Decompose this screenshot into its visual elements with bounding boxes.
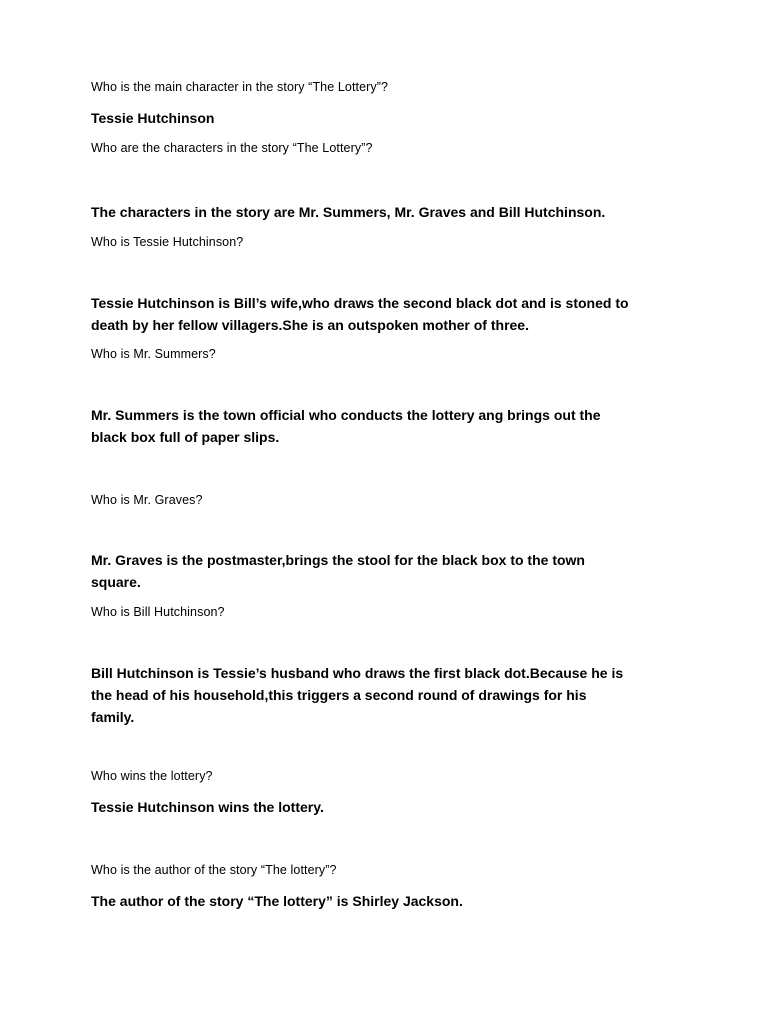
answer-bill-line-1: Bill Hutchinson is Tessie’s husband who draws the first black dot.Because he is [91,665,624,681]
answer-graves-line-2: square. [91,574,141,590]
answer-summers-line-2: black box full of paper slips. [91,429,280,445]
answer-tessie [91,292,691,336]
question-main-character: Who is the main character in the story “The Lottery”? [91,80,389,94]
answer-main-character: Tessie Hutchinson [91,110,215,126]
answer-tessie-line-1: Tessie Hutchinson is Bill’s wife,who draws the second black dot and is stoned to [91,295,629,311]
question-winner: Who wins the lottery? [91,769,213,783]
question-summers: Who is Mr. Summers? [91,347,216,361]
answer-winner: Tessie Hutchinson wins the lottery. [91,799,324,815]
answer-bill-line-2: the head of his household,this triggers a second round of drawings for his [91,687,587,703]
answer-characters: The characters in the story are Mr. Summers, Mr. Graves and Bill Hutchinson. [91,204,606,220]
answer-author: The author of the story “The lottery” is Shirley Jackson. [91,893,463,909]
answer-bill [91,662,691,728]
answer-bill-line-3: family. [91,709,135,725]
question-bill: Who is Bill Hutchinson? [91,605,225,619]
answer-graves-line-1: Mr. Graves is the postmaster,brings the stool for the black box to the town [91,552,585,568]
question-author: Who is the author of the story “The lottery”? [91,863,337,877]
answer-graves [91,549,691,593]
question-characters: Who are the characters in the story “The Lottery”? [91,141,373,155]
question-graves: Who is Mr. Graves? [91,493,203,507]
answer-tessie-line-2: death by her fellow villagers.She is an outspoken mother of three. [91,317,529,333]
question-tessie: Who is Tessie Hutchinson? [91,235,244,249]
answer-summers [91,404,691,448]
answer-summers-line-1: Mr. Summers is the town official who conducts the lottery ang brings out the [91,407,601,423]
